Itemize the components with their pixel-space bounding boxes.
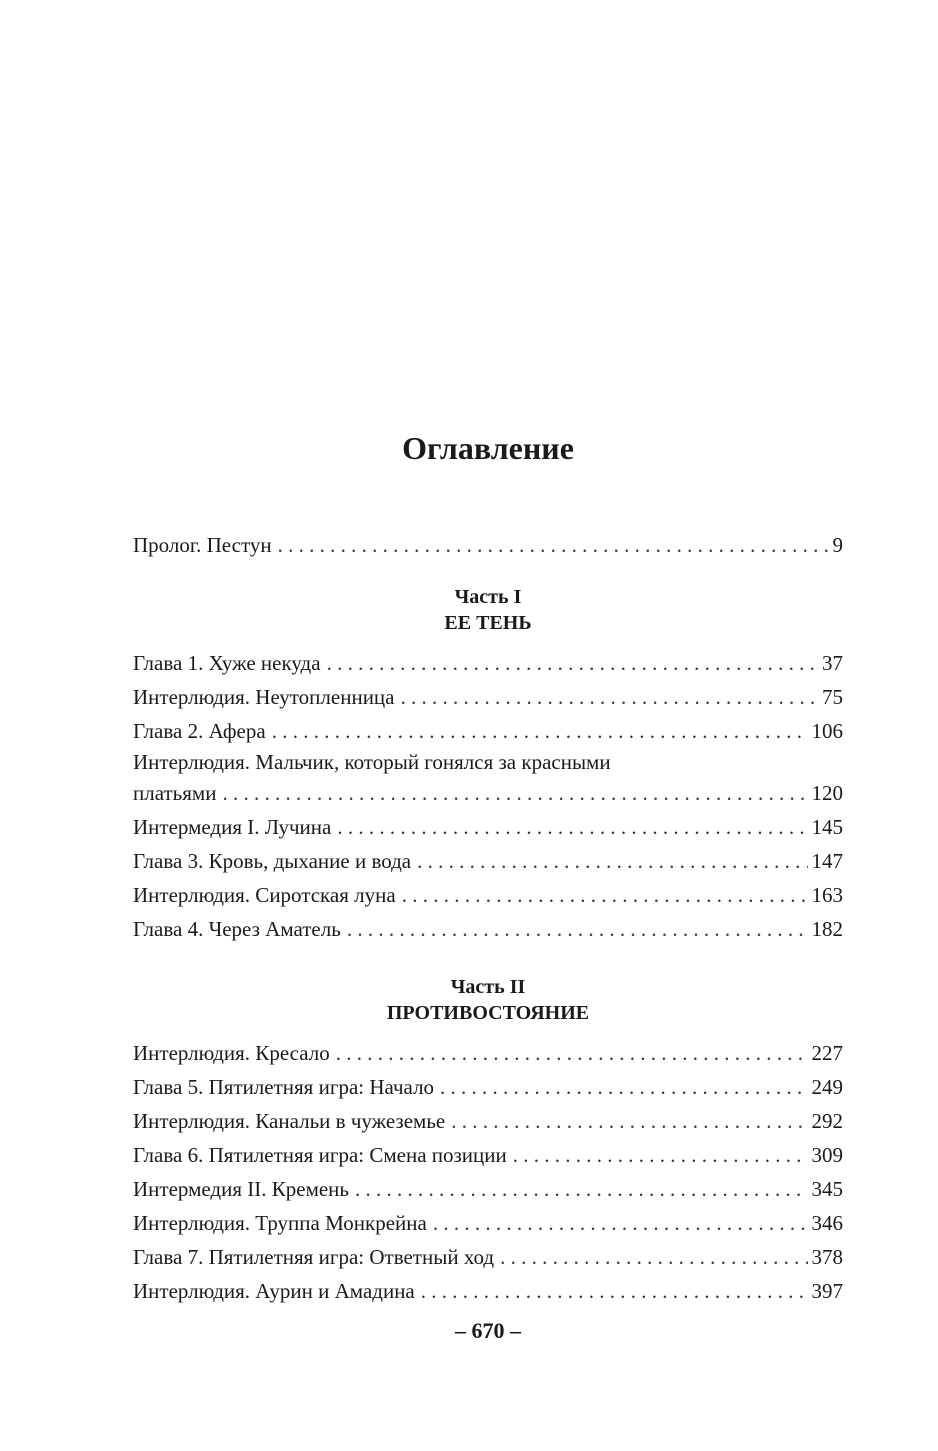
toc-entry-title: Интермедия II. Кремень (133, 1177, 349, 1201)
part-label: Часть II (450, 976, 526, 998)
toc-entry-line-2[interactable] (133, 776, 843, 810)
toc-entry-prologue[interactable] (133, 528, 843, 562)
dot-leader (401, 680, 819, 714)
dot-leader (451, 1104, 807, 1138)
dot-leader (513, 1138, 808, 1172)
toc-entry-title: Интерлюдия. Канальи в чужеземье (133, 1109, 446, 1133)
toc-entry-page: 292 (811, 1109, 843, 1133)
toc-entry-title: Пролог. Пестун (133, 533, 272, 557)
toc-entry-page: 182 (811, 917, 843, 941)
toc-entry-title: Глава 7. Пятилетняя игра: Ответный ход (133, 1245, 495, 1269)
dot-leader (500, 1240, 807, 1274)
table-of-contents (133, 528, 843, 1308)
part-label: Часть I (454, 586, 522, 608)
toc-entry-page: 147 (811, 849, 843, 873)
dot-leader (402, 878, 808, 912)
toc-entry-page: 75 (822, 685, 843, 709)
toc-entry-title: Интерлюдия. Труппа Монкрейна (133, 1211, 427, 1235)
toc-entry[interactable] (133, 1274, 843, 1308)
toc-entry-title: Интерлюдия. Аурин и Амадина (133, 1279, 415, 1303)
toc-entry-page: 345 (811, 1177, 843, 1201)
part-name: ПРОТИВОСТОЯНИЕ (386, 1002, 590, 1024)
dot-leader (347, 912, 808, 946)
toc-entry[interactable] (133, 1104, 843, 1138)
part-name: ЕЕ ТЕНЬ (444, 612, 532, 634)
toc-entry-title: Интерлюдия. Мальчик, который гонялся за красными (133, 750, 611, 774)
part-heading (133, 584, 843, 636)
toc-entry-page: 309 (811, 1143, 843, 1167)
toc-entry[interactable] (133, 1070, 843, 1104)
toc-entry[interactable] (133, 1240, 843, 1274)
toc-entry-title: Интерлюдия. Сиротская луна (133, 883, 396, 907)
toc-entry[interactable] (133, 714, 843, 748)
toc-entry[interactable] (133, 912, 843, 946)
toc-entry-title-cont: платьями (133, 781, 217, 805)
toc-entry-page: 227 (811, 1041, 843, 1065)
dot-leader (355, 1172, 808, 1206)
toc-entry-title: Глава 5. Пятилетняя игра: Начало (133, 1075, 435, 1099)
toc-entry-page: 346 (811, 1211, 843, 1235)
toc-entry-page: 9 (832, 533, 843, 557)
toc-entry-title: Интерлюдия. Неутопленница (133, 685, 395, 709)
toc-entry[interactable] (133, 878, 843, 912)
toc-entry-title: Интермедия I. Лучина (133, 815, 332, 839)
toc-entry-title: Глава 3. Кровь, дыхание и вода (133, 849, 412, 873)
dot-leader (337, 810, 807, 844)
dot-leader (336, 1036, 808, 1070)
toc-entry-page: 106 (811, 719, 843, 743)
toc-entry-title: Глава 2. Афера (133, 719, 266, 743)
dot-leader (278, 528, 829, 562)
dot-leader (417, 844, 807, 878)
toc-entry-page: 120 (811, 781, 843, 805)
toc-entry-page: 145 (811, 815, 843, 839)
page-title: Оглавление (402, 430, 574, 466)
page-number: – 670 – (455, 1318, 521, 1343)
toc-entry[interactable] (133, 1172, 843, 1206)
toc-entry[interactable] (133, 844, 843, 878)
toc-entry-page: 249 (811, 1075, 843, 1099)
toc-entry-title: Глава 4. Через Аматель (133, 917, 341, 941)
toc-entry-page: 397 (811, 1279, 843, 1303)
toc-entry[interactable] (133, 810, 843, 844)
part-heading (133, 974, 843, 1026)
toc-entry[interactable] (133, 1036, 843, 1070)
toc-entry[interactable] (133, 646, 843, 680)
dot-leader (272, 714, 808, 748)
toc-entry-title: Интерлюдия. Кресало (133, 1041, 330, 1065)
toc-entry-page: 378 (811, 1245, 843, 1269)
dot-leader (222, 776, 807, 810)
dot-leader (440, 1070, 807, 1104)
toc-entry-page: 163 (811, 883, 843, 907)
dot-leader (421, 1274, 808, 1308)
toc-entry[interactable] (133, 1206, 843, 1240)
toc-entry-line-1[interactable] (133, 748, 843, 776)
toc-entry-page: 37 (822, 651, 843, 675)
toc-entry-title: Глава 1. Хуже некуда (133, 651, 321, 675)
toc-entry[interactable] (133, 680, 843, 714)
dot-leader (327, 646, 818, 680)
toc-entry-title: Глава 6. Пятилетняя игра: Смена позиции (133, 1143, 507, 1167)
dot-leader (433, 1206, 808, 1240)
toc-entry[interactable] (133, 1138, 843, 1172)
